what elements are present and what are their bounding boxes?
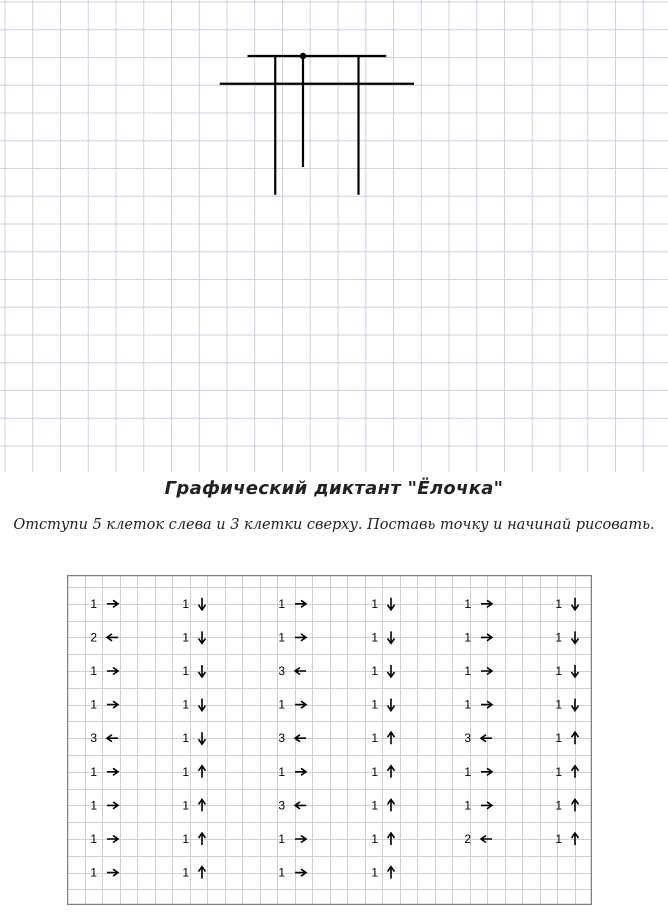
- step-count: 1: [555, 731, 562, 746]
- step-count: 3: [278, 731, 285, 746]
- arrow-right-icon: [481, 600, 492, 607]
- arrow-down-icon: [388, 699, 395, 711]
- step-count: 1: [555, 832, 562, 846]
- step-count: 3: [90, 731, 97, 746]
- step-count: 3: [278, 664, 285, 678]
- step-count: 2: [90, 630, 97, 645]
- step-count: 1: [278, 630, 285, 645]
- dictation-table-svg: [67, 575, 592, 905]
- arrow-down-icon: [199, 699, 206, 711]
- step-count: 3: [464, 731, 471, 746]
- arrow-left-icon: [295, 668, 306, 675]
- arrow-left-icon: [295, 802, 306, 809]
- step-count: 1: [90, 798, 97, 813]
- step-count: 1: [555, 798, 562, 813]
- arrow-right-icon: [481, 668, 492, 675]
- arrow-down-icon: [199, 598, 206, 610]
- step-count: 1: [90, 664, 97, 678]
- arrow-left-icon: [107, 634, 118, 641]
- dictation-step: [182, 866, 205, 880]
- start-point-dot: [300, 53, 306, 59]
- step-count: 1: [90, 764, 97, 779]
- step-count: 1: [278, 764, 285, 779]
- step-count: 1: [278, 697, 285, 712]
- step-count: 1: [278, 865, 285, 880]
- arrow-right-icon: [107, 701, 118, 708]
- dictation-step: [90, 597, 118, 611]
- arrow-left-icon: [107, 735, 118, 742]
- dictation-step: [90, 866, 118, 880]
- dictation-step: [555, 765, 578, 779]
- arrow-right-icon: [295, 836, 306, 843]
- step-count: 1: [371, 798, 378, 813]
- dictation-step: [555, 597, 578, 611]
- arrow-left-icon: [295, 735, 306, 742]
- step-count: 2: [464, 832, 471, 846]
- dictation-step: [278, 765, 306, 779]
- step-count: 1: [555, 764, 562, 779]
- step-count: 1: [555, 664, 562, 678]
- dictation-table: [67, 575, 592, 905]
- step-count: 1: [278, 832, 285, 846]
- arrow-down-icon: [572, 699, 579, 711]
- arrow-right-icon: [481, 634, 492, 641]
- step-count: 1: [90, 832, 97, 846]
- step-count: 1: [182, 798, 189, 813]
- step-count: 1: [555, 697, 562, 712]
- step-count: 1: [182, 596, 189, 611]
- step-count: 1: [182, 865, 189, 880]
- arrow-right-icon: [295, 701, 306, 708]
- step-count: 1: [371, 697, 378, 712]
- dictation-step: [278, 597, 306, 611]
- arrow-left-icon: [481, 735, 492, 742]
- step-count: 1: [182, 664, 189, 678]
- step-count: 1: [371, 764, 378, 779]
- step-count: 1: [464, 664, 471, 678]
- dictation-step: [555, 698, 578, 712]
- dictation-step: [182, 597, 205, 611]
- fir-tree-outline: [220, 56, 414, 195]
- dictation-step: [90, 698, 118, 712]
- step-count: 1: [371, 664, 378, 678]
- step-count: 1: [182, 697, 189, 712]
- step-count: 1: [555, 630, 562, 645]
- step-count: 1: [555, 596, 562, 611]
- step-count: 1: [182, 764, 189, 779]
- arrow-right-icon: [107, 836, 118, 843]
- dictation-step: [90, 765, 118, 779]
- dictation-instruction: Отступи 5 клеток слева и 3 клетки сверху. Поставь точку и начинай рисовать.: [13, 517, 655, 533]
- arrow-right-icon: [481, 701, 492, 708]
- step-count: 1: [464, 764, 471, 779]
- arrow-right-icon: [107, 600, 118, 607]
- arrow-right-icon: [107, 668, 118, 675]
- step-count: 1: [371, 832, 378, 846]
- step-count: 1: [371, 865, 378, 880]
- step-count: 1: [371, 596, 378, 611]
- step-count: 1: [90, 596, 97, 611]
- arrow-left-icon: [481, 836, 492, 843]
- arrow-right-icon: [107, 869, 118, 876]
- step-count: 3: [278, 798, 285, 813]
- arrow-down-icon: [388, 598, 395, 610]
- step-count: 1: [464, 697, 471, 712]
- dictation-step: [182, 765, 205, 779]
- dictation-title: Графический диктант "Ёлочка": [164, 478, 504, 499]
- arrow-up-icon: [388, 766, 395, 778]
- step-count: 1: [90, 697, 97, 712]
- arrow-down-icon: [572, 598, 579, 610]
- arrow-right-icon: [295, 768, 306, 775]
- step-count: 1: [90, 865, 97, 880]
- arrow-up-icon: [199, 766, 206, 778]
- arrow-right-icon: [295, 634, 306, 641]
- arrow-right-icon: [295, 600, 306, 607]
- step-count: 1: [278, 596, 285, 611]
- arrow-right-icon: [481, 802, 492, 809]
- arrow-right-icon: [107, 768, 118, 775]
- table-border: [68, 576, 592, 905]
- step-count: 1: [371, 731, 378, 746]
- arrow-right-icon: [481, 768, 492, 775]
- step-count: 1: [182, 832, 189, 846]
- step-count: 1: [464, 630, 471, 645]
- step-count: 1: [464, 798, 471, 813]
- step-count: 1: [371, 630, 378, 645]
- arrow-right-icon: [295, 869, 306, 876]
- arrow-up-icon: [572, 766, 579, 778]
- table-grid-lines: [67, 575, 592, 905]
- dictation-step: [182, 698, 205, 712]
- arrow-right-icon: [107, 802, 118, 809]
- step-count: 1: [464, 596, 471, 611]
- step-count: 1: [182, 630, 189, 645]
- step-count: 1: [182, 731, 189, 746]
- dictation-step: [278, 698, 306, 712]
- dictation-step: [278, 866, 306, 880]
- arrow-up-icon: [388, 867, 395, 879]
- arrow-up-icon: [199, 867, 206, 879]
